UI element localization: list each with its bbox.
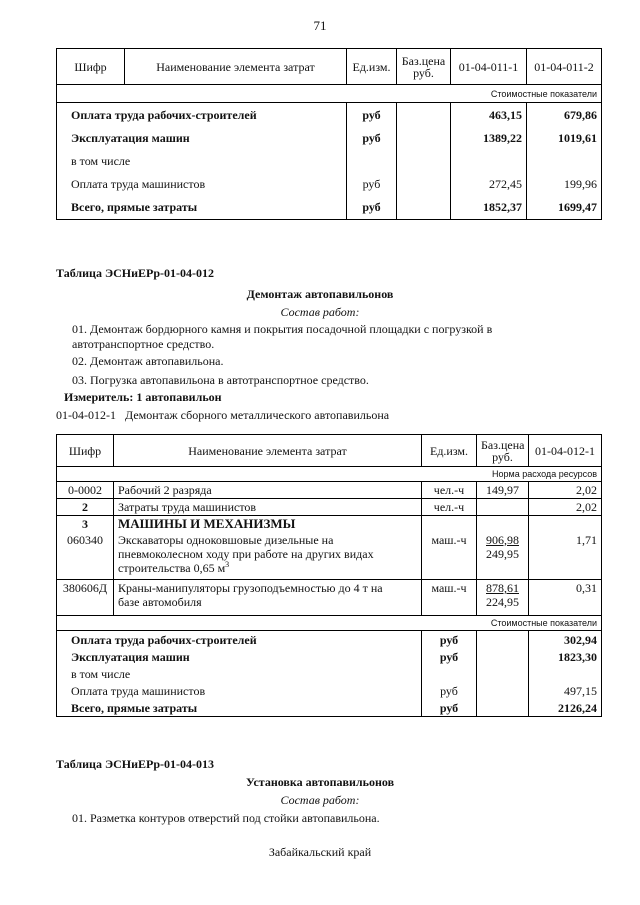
work-item: 02. Демонтаж автопавильона. — [72, 354, 224, 368]
table-row: 060340 Экскаваторы одноковшовые дизельные на пневмоколесном ходу при работе на других видах строительства 0,65 $м^3$ маш.-ч 906,98 249,95 1,71 — [57, 532, 602, 580]
heading-012: Демонтаж автопавильонов — [246, 287, 394, 301]
table-row: Всего, прямые затраты руб 1852,37 1699,47 — [57, 196, 602, 220]
table-row: 2 Затраты труда машинистов чел.-ч 2,02 — [57, 499, 602, 516]
col-header-name: Наименование элемента затрат — [125, 49, 347, 85]
table-row: в том числе — [57, 666, 602, 683]
work-item: автотранспортное средство. — [72, 337, 215, 351]
work-item: 03. Погрузка автопавильона в автотранспортное средство. — [72, 373, 369, 387]
table-row: Оплата труда машинистов руб 272,45 199,96 — [57, 173, 602, 196]
col-header-011-1: 01-04-011-1 — [451, 49, 527, 85]
table-row: Оплата труда машинистов руб 497,15 — [57, 683, 602, 700]
item-line-012 — [56, 408, 389, 423]
table-row: Оплата труда рабочих-строителей руб 302,94 — [57, 631, 602, 649]
table-row: Всего, прямые затраты руб 2126,24 — [57, 700, 602, 717]
table-title-012: Таблица ЭСНиЕРр-01-04-012 — [56, 266, 215, 280]
section-label: Стоимостные показатели — [57, 85, 602, 103]
table-row: 380606Д Краны-манипуляторы грузоподъемностью до 4 т на базе автомобиля маш.-ч 878,61 224,95 0,31 — [57, 580, 602, 616]
col-header-011-2: 01-04-011-2 — [527, 49, 602, 85]
page-number: 71 — [313, 18, 327, 33]
table-row: 3 МАШИНЫ И МЕХАНИЗМЫ — [57, 516, 602, 532]
work-item: 01. Демонтаж бордюрного камня и покрытия посадочной площадки с погрузкой в — [72, 322, 493, 336]
cost-table-011 — [56, 48, 602, 220]
col-header-unit: Ед.изм. — [422, 435, 477, 467]
table-row: Эксплуатация машин руб 1823,30 — [57, 649, 602, 666]
heading-013: Установка автопавильонов — [245, 775, 395, 789]
item-code: 01-04-012-1 — [56, 408, 116, 422]
cost-table-012 — [56, 434, 602, 717]
col-header-unit: Ед.изм. — [347, 49, 397, 85]
col-header-code: Шифр — [57, 435, 114, 467]
cost-label: Стоимостные показатели — [57, 616, 602, 631]
table-title-013: Таблица ЭСНиЕРр-01-04-013 — [56, 757, 215, 771]
col-header-code: Шифр — [57, 49, 125, 85]
work-label-012: Состав работ: — [280, 305, 360, 319]
col-header-name: Наименование элемента затрат — [114, 435, 422, 467]
table-row: Оплата труда рабочих-строителей руб 463,15 679,86 — [57, 103, 602, 127]
item-name: Демонтаж сборного металлического автопавильона — [125, 408, 390, 422]
col-header-price: Баз.цена руб. — [477, 435, 529, 467]
work-item: 01. Разметка контуров отверстий под стойки автопавильона. — [72, 811, 380, 825]
work-label-013: Состав работ: — [280, 793, 360, 807]
norm-label: Норма расхода ресурсов — [57, 467, 602, 482]
meter-012: Измеритель: 1 автопавильон — [64, 390, 222, 404]
footer-region: Забайкальский край — [268, 845, 372, 859]
table-row: Эксплуатация машин руб 1389,22 1019,61 — [57, 127, 602, 150]
col-header-price: Баз.цена руб. — [397, 49, 451, 85]
col-header-012-1: 01-04-012-1 — [529, 435, 602, 467]
table-row: 0-0002 Рабочий 2 разряда чел.-ч 149,97 2,02 — [57, 482, 602, 499]
table-row: в том числе — [57, 150, 602, 173]
